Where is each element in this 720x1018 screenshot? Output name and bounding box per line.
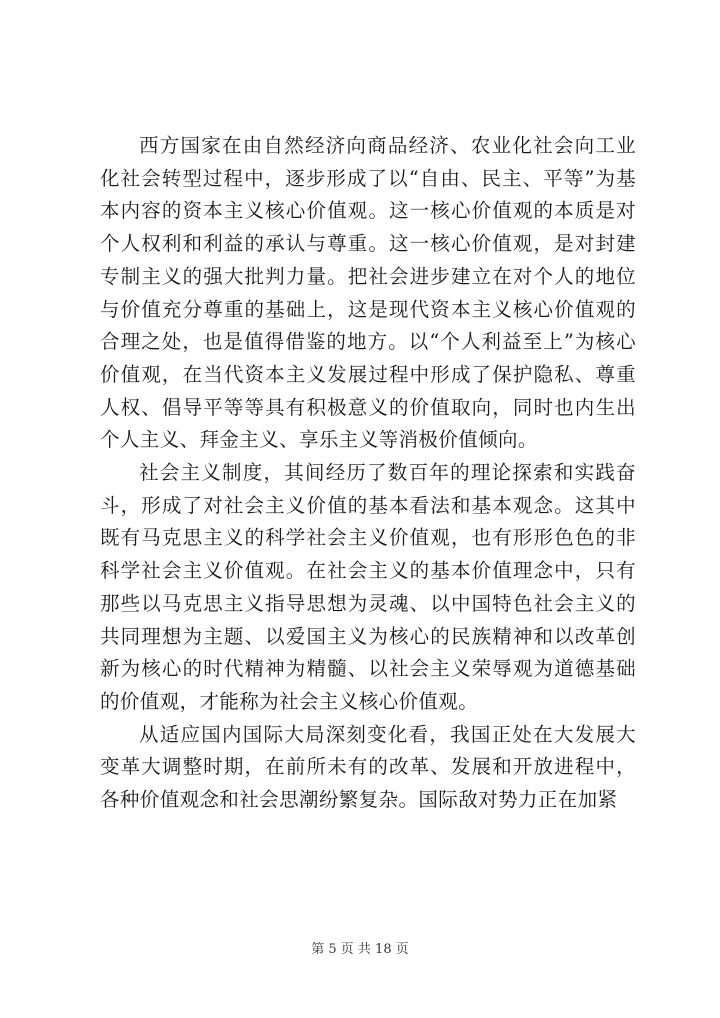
paragraph-domestic-international: 从适应国内国际大局深刻变化看，我国正处在大发展大变革大调整时期，在前所未有的改革、发展和开放进程中，各种价值观念和社会思潮纷繁复杂。国际敌对势力正在加紧 xyxy=(100,722,636,812)
document-body xyxy=(100,130,636,817)
paragraph-western-values: 西方国家在由自然经济向商品经济、农业化社会向工业化社会转型过程中，逐步形成了以“自由、民主、平等”为基本内容的资本主义核心价值观。这一核心价值观的本质是对个人权利和利益的承认与尊重。这一核心价值观，是对封建专制主义的强大批判力量。把社会进步建立在对个人的地位与价值充分尊重的基础上，这是现代资本主义核心价值观的合理之处，也是值得借鉴的地方。以“个人利益至上”为核心价值观，在当代资本主义发展过程中形成了保护隐私、尊重人权、倡导平等等具有积极意义的价值取向，同时也内生出个人主义、拜金主义、享乐主义等消极价值倾向。 xyxy=(100,134,636,452)
page-number-footer: 第 5 页 共 18 页 xyxy=(311,942,409,957)
paragraph-socialist-system: 社会主义制度，其间经历了数百年的理论探索和实践奋斗，形成了对社会主义价值的基本看法和基本观念。这其中既有马克思主义的科学社会主义价值观，也有形形色色的非科学社会主义价值观。在社会主义的基本价值理念中，只有那些以马克思主义指导思想为灵魂、以中国特色社会主义的共同理想为主题、以爱国主义为核心的民族精神和以改革创新为核心的时代精神为精髓、以社会主义荣辱观为道德基础的价值观，才能称为社会主义核心价值观。 xyxy=(100,461,636,713)
